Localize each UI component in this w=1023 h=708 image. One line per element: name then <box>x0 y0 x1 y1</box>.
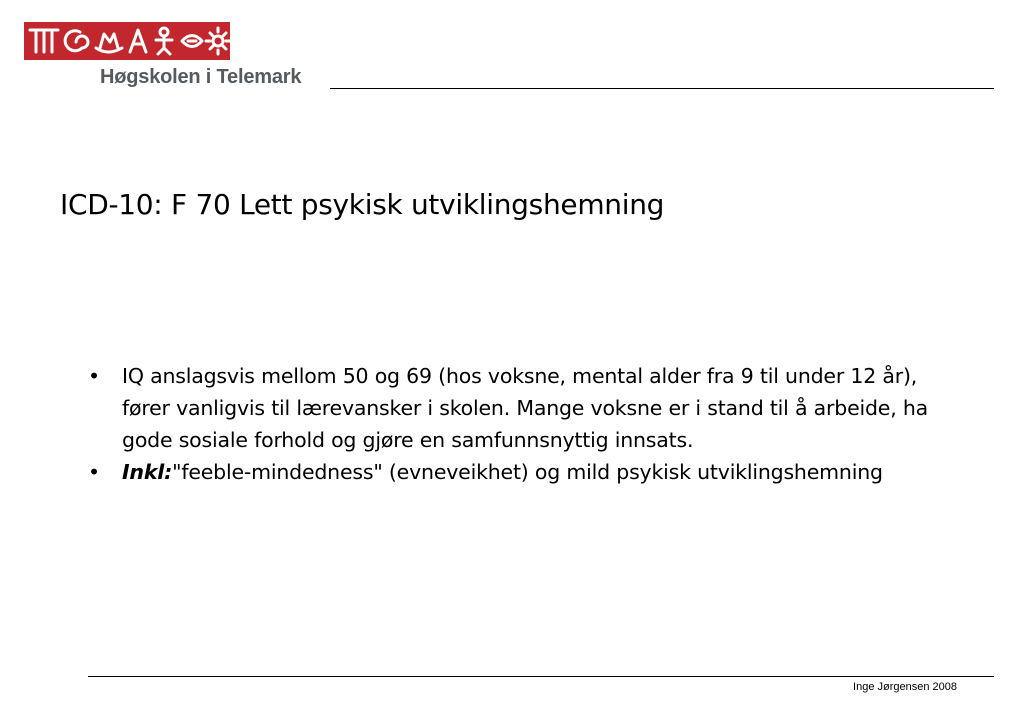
human-figure-glyph <box>156 36 172 54</box>
bullet-list <box>88 360 948 488</box>
bullet-marker: • <box>88 460 100 484</box>
bullet-bold-prefix: Inkl: <box>122 460 173 484</box>
header-divider <box>330 88 994 89</box>
a-frame-glyph <box>130 30 146 52</box>
slide-title: ICD-10: F 70 Lett psykisk utviklingshemning <box>60 188 665 221</box>
footer-author: Inge Jørgensen 2008 <box>853 681 957 693</box>
spiral-glyph <box>65 31 88 51</box>
bullet-text: IQ anslagsvis mellom 50 og 69 (hos voksne, mental alder fra 9 til under 12 år), fører vanligvis til lærevansker i skolen. Mange voksne er i stand til å arbeide, ha gode sosiale forhold og gjøre en samfunnsnyttig innsats. <box>122 364 928 452</box>
institution-wordmark: Høgskolen i Telemark <box>100 66 302 88</box>
bullet-text: "feeble-mindedness" (evneveikhet) og mild psykisk utviklingshemning <box>172 460 883 484</box>
list-item <box>88 456 948 488</box>
sun-glyph <box>206 28 230 54</box>
list-item <box>88 360 948 456</box>
footer-divider <box>88 676 994 677</box>
boat-glyph <box>96 34 122 52</box>
rock-carving-figures-logo-icon <box>24 22 230 60</box>
tree-glyph <box>30 30 58 52</box>
logo-banner <box>24 22 230 60</box>
eye-glyph <box>182 36 202 47</box>
bullet-marker: • <box>88 364 100 388</box>
